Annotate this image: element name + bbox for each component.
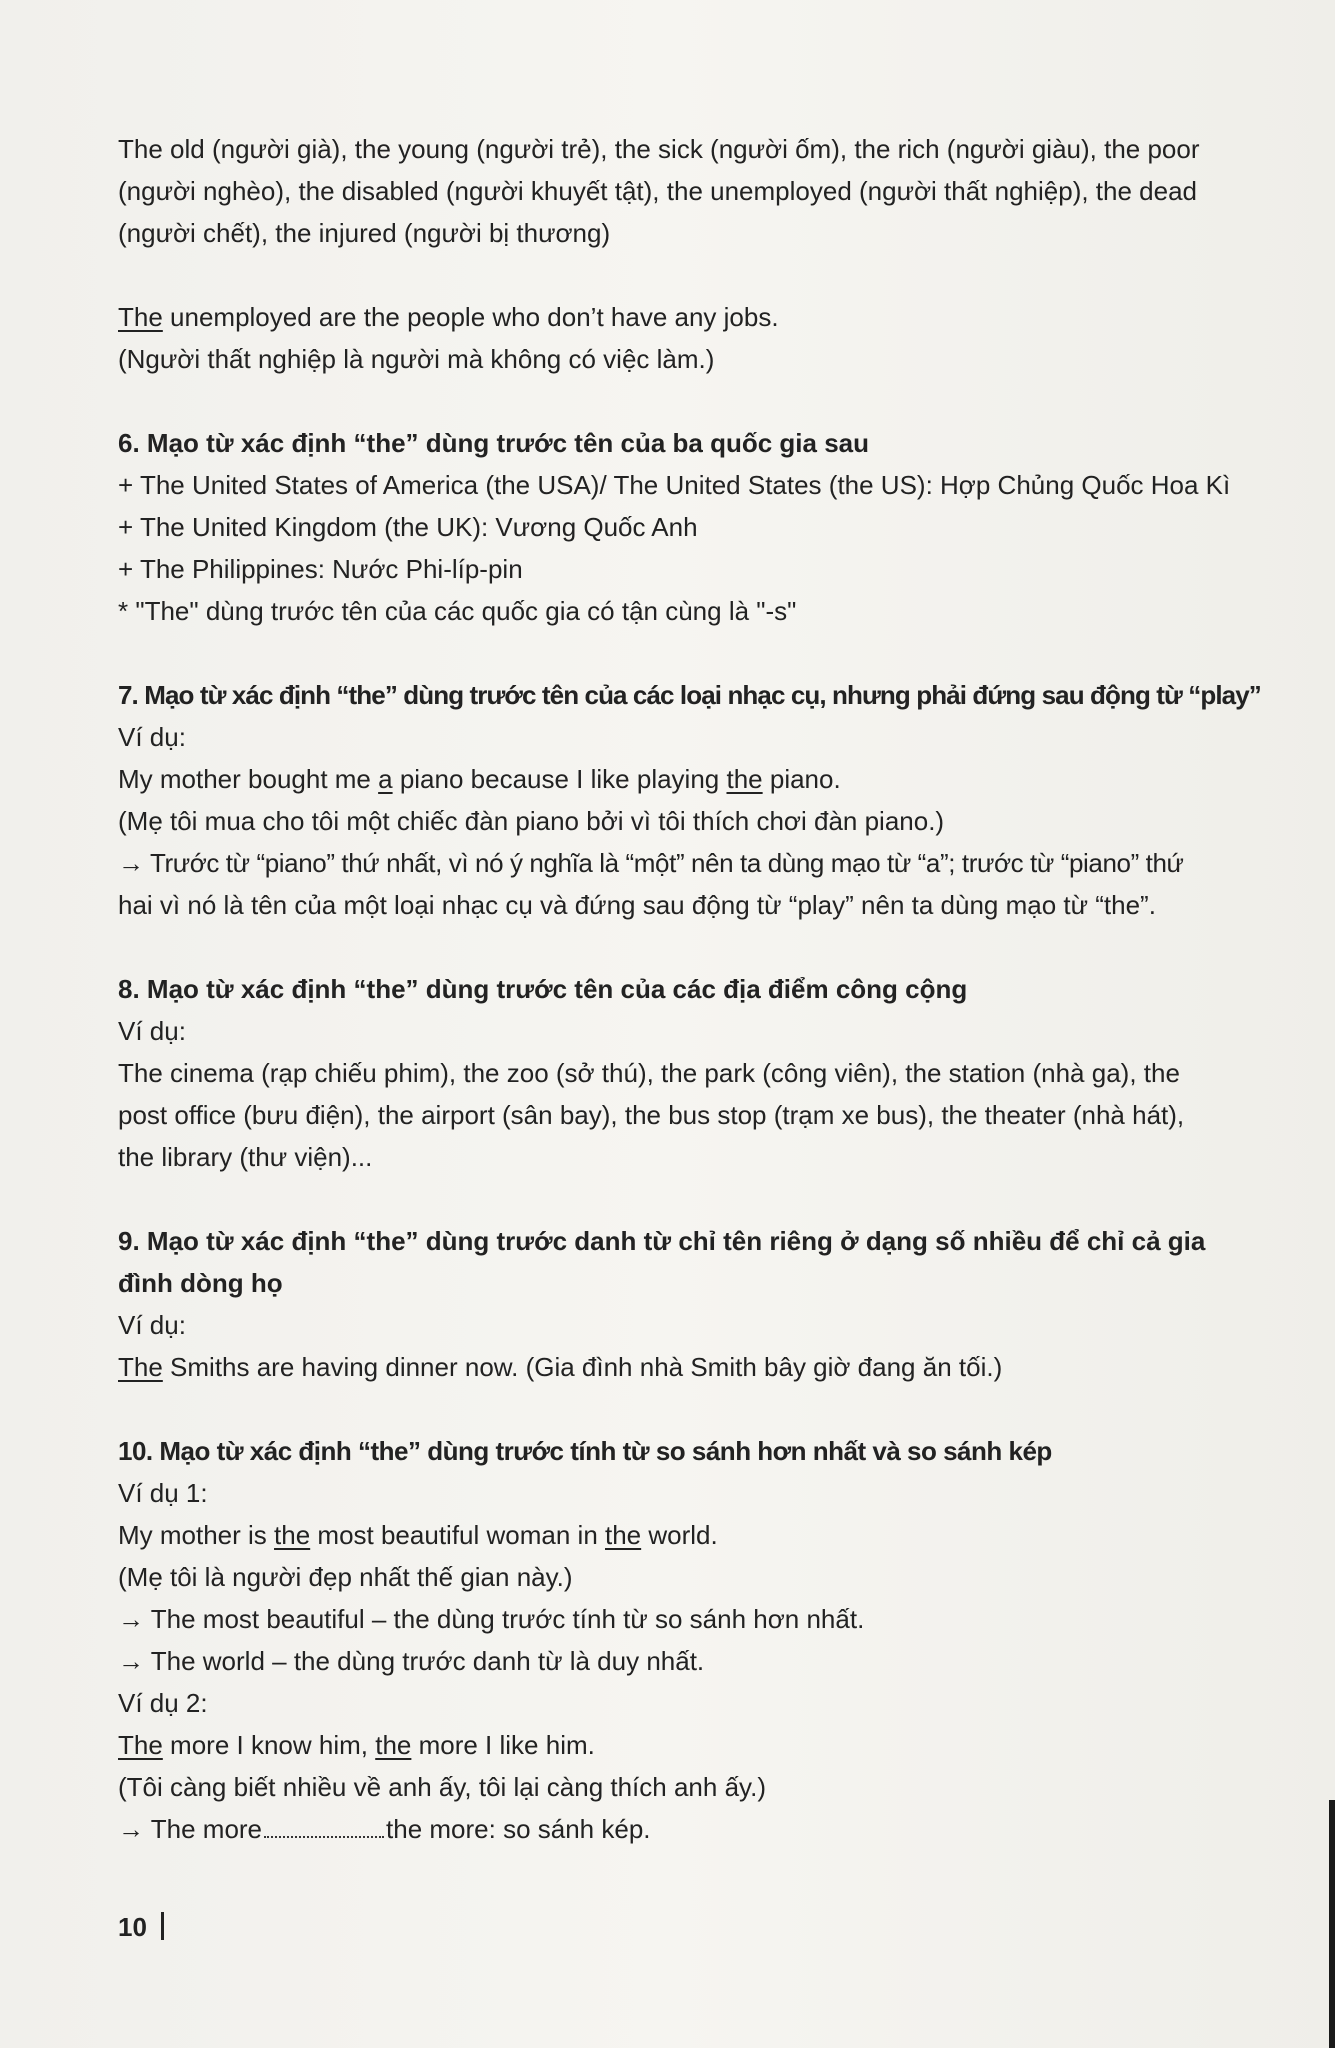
article-underlined: the: [605, 1520, 642, 1550]
s10-ex2-note-part-b: the more: so sánh kép.: [386, 1814, 651, 1844]
s8-line-2: post office (bưu điện), the airport (sân bay), the bus stop (trạm xe bus), the theater (nhà hát),: [118, 1100, 1185, 1130]
section-9-heading-2: đình dòng họ: [118, 1268, 283, 1298]
s7-note-1: → Trước từ “piano” thứ nhất, vì nó ý nghĩa là “một” nên ta dùng mạo từ “a”; trước từ “piano” thứ: [118, 848, 1184, 878]
s6-item-1: + The United States of America (the USA)/ The United States (the US): Hợp Chủng Quốc Hoa Kì: [118, 470, 1231, 500]
s10-ex1-part-b: most beautiful woman in: [310, 1520, 605, 1550]
intro-line-1: The old (người già), the young (người trẻ), the sick (người ốm), the rich (người giàu), the poor: [118, 134, 1200, 164]
s7-vidu: Ví dụ:: [118, 722, 186, 752]
intro-line-2: (người nghèo), the disabled (người khuyết tật), the unemployed (người thất nghiệp), the dead: [118, 176, 1198, 206]
article-underlined: The: [118, 302, 163, 332]
s10-ex1-part-c: world.: [641, 1520, 718, 1550]
s8-line-1: The cinema (rạp chiếu phim), the zoo (sở thú), the park (công viên), the station (nhà ga), the: [118, 1058, 1180, 1088]
s10-vidu-1: Ví dụ 1:: [118, 1478, 208, 1508]
article-underlined: the: [726, 764, 763, 794]
s6-note: * "The" dùng trước tên của các quốc gia có tận cùng là "-s": [118, 596, 797, 626]
blank-dotted-line: [264, 1836, 384, 1838]
article-underlined: The: [118, 1730, 163, 1760]
s10-vidu-2: Ví dụ 2:: [118, 1688, 208, 1718]
s9-vidu: Ví dụ:: [118, 1310, 186, 1340]
s7-translation: (Mẹ tôi mua cho tôi một chiếc đàn piano bởi vì tôi thích chơi đàn piano.): [118, 806, 945, 836]
s10-ex2-note: [118, 1808, 1278, 1850]
s10-ex1-translation: (Mẹ tôi là người đẹp nhất thế gian này.): [118, 1562, 573, 1592]
s9-example-text: Smiths are having dinner now. (Gia đình nhà Smith bây giờ đang ăn tối.): [162, 1352, 1003, 1382]
section-7-heading: 7. Mạo từ xác định “the” dùng trước tên của các loại nhạc cụ, nhưng phải đứng sau động từ “play”: [118, 680, 1261, 710]
section-9-heading-1: 9. Mạo từ xác định “the” dùng trước danh từ chỉ tên riêng ở dạng số nhiều để chỉ cả gia: [118, 1226, 1206, 1256]
intro-example: [118, 296, 1278, 338]
s10-example-1: [118, 1514, 1278, 1556]
s8-vidu: Ví dụ:: [118, 1016, 186, 1046]
article-underlined: The: [118, 1352, 163, 1382]
s7-note-2: hai vì nó là tên của một loại nhạc cụ và đứng sau động từ “play” nên ta dùng mạo từ “the”.: [118, 890, 1156, 920]
s6-item-3: + The Philippines: Nước Phi-líp-pin: [118, 554, 523, 584]
page-edge-shadow: [1329, 1800, 1335, 2048]
s9-example: [118, 1346, 1278, 1388]
article-underlined: the: [375, 1730, 412, 1760]
intro-example-text: unemployed are the people who don’t have any jobs.: [162, 302, 779, 332]
s6-item-2: + The United Kingdom (the UK): Vương Quốc Anh: [118, 512, 698, 542]
footer-divider: [161, 1912, 164, 1940]
s10-ex2-note-part-a: → The more: [118, 1814, 263, 1844]
s10-ex2-part-b: more I know him,: [162, 1730, 376, 1760]
s10-example-2: [118, 1724, 1278, 1766]
article-underlined: the: [274, 1520, 311, 1550]
s7-example: [118, 758, 1278, 800]
s10-ex1-note-1: → The most beautiful – the dùng trước tính từ so sánh hơn nhất.: [118, 1604, 865, 1634]
section-6-heading: 6. Mạo từ xác định “the” dùng trước tên của ba quốc gia sau: [118, 428, 870, 458]
page-content: [118, 128, 1278, 1850]
page-footer: [118, 1912, 164, 1943]
article-underlined: a: [378, 764, 393, 794]
page-number: 10: [118, 1912, 147, 1942]
s8-line-3: the library (thư viện)...: [118, 1142, 373, 1172]
intro-translation: (Người thất nghiệp là người mà không có việc làm.): [118, 344, 715, 374]
s10-ex1-note-2: → The world – the dùng trước danh từ là duy nhất.: [118, 1646, 705, 1676]
intro-line-3: (người chết), the injured (người bị thương): [118, 218, 611, 248]
s10-ex1-part-a: My mother is: [118, 1520, 275, 1550]
s7-example-part-a: My mother bought me: [118, 764, 379, 794]
s7-example-part-c: piano.: [762, 764, 841, 794]
s10-ex2-translation: (Tôi càng biết nhiều về anh ấy, tôi lại càng thích anh ấy.): [118, 1772, 766, 1802]
section-10-heading: 10. Mạo từ xác định “the” dùng trước tính từ so sánh hơn nhất và so sánh kép: [118, 1436, 1052, 1466]
section-8-heading: 8. Mạo từ xác định “the” dùng trước tên của các địa điểm công cộng: [118, 974, 968, 1004]
s10-ex2-part-c: more I like him.: [411, 1730, 595, 1760]
s7-example-part-b: piano because I like playing: [392, 764, 727, 794]
